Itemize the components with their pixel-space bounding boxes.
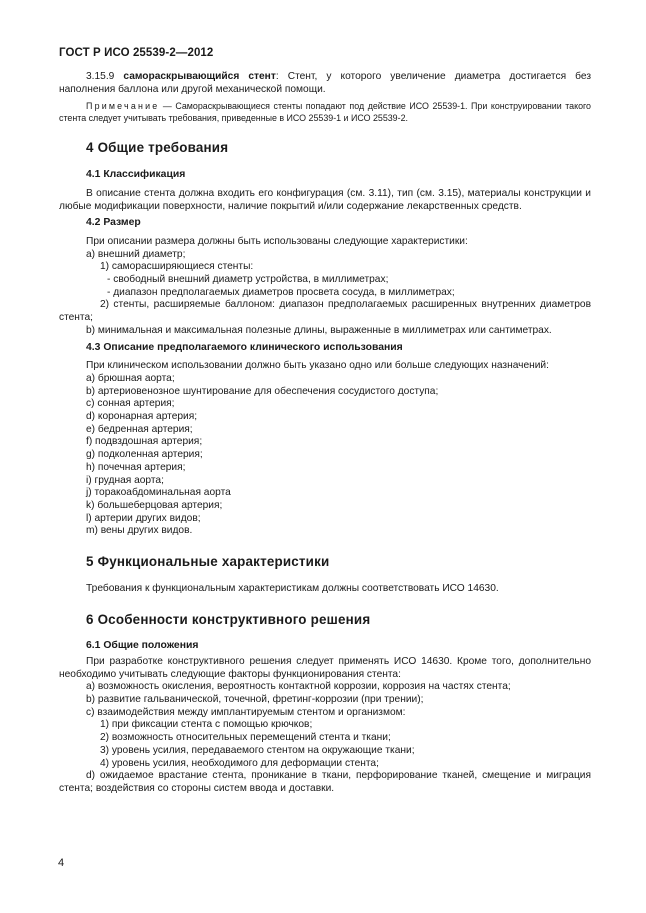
section-4-title: 4 Общие требования	[86, 140, 229, 156]
list-item: c) сонная артерия;	[86, 398, 175, 410]
section-6-title: 6 Особенности конструктивного решения	[86, 611, 371, 627]
section-4-3-title: 4.3 Описание предполагаемого клинического использования	[86, 341, 403, 353]
clinical-use-list	[59, 373, 591, 538]
list-item: b) артериовенозное шунтирование для обеспечения сосудистого доступа;	[86, 385, 439, 397]
note-text: — Самораскрывающиеся стенты попадают под действие ИСО 25539-1. При конструировании такого стента следует учитывать требования, приведенные в ИСО 25539-1 и ИСО 25539-2.	[59, 101, 591, 124]
definition-number: 3.15.9	[86, 71, 124, 82]
list-item: 1) саморасширяющиеся стенты:	[100, 261, 254, 273]
list-item: e) бедренная артерия;	[86, 423, 193, 435]
definition-term: самораскрывающийся стент	[123, 71, 276, 82]
document-header: ГОСТ Р ИСО 25539-2—2012	[59, 47, 214, 59]
section-5-text: Требования к функциональным характеристикам должны соответствовать ИСО 14630.	[86, 582, 499, 594]
list-item: a) внешний диаметр;	[86, 248, 186, 260]
list-item: g) подколенная артерия;	[86, 449, 203, 461]
list-item: f) подвздошная артерия;	[86, 436, 203, 448]
section-4-2-intro: При описании размера должны быть использованы следующие характеристики:	[86, 235, 468, 247]
list-item: d) ожидаемое врастание стента, проникание в ткани, перфорирование тканей, смещение и миграция стента; воздействия со стороны систем ввода и доставки.	[59, 770, 591, 794]
list-item: c) взаимодействия между имплантируемым стентом и организмом:	[86, 706, 406, 718]
definition-text: : Стент, у которого увеличение диаметра достигается без наполнения баллона или другой механической помощи.	[59, 71, 591, 95]
page-number: 4	[58, 857, 65, 869]
list-item: 3) уровень усилия, передаваемого стентом на окружающие ткани;	[100, 744, 415, 756]
list-item: m) вены других видов.	[86, 525, 193, 537]
list-item: 4) уровень усилия, необходимого для деформации стента;	[100, 757, 379, 769]
list-item: a) брюшная аорта;	[86, 372, 175, 384]
list-item: - свободный внешний диаметр устройства, в миллиметрах;	[107, 274, 389, 286]
note	[59, 100, 591, 124]
note-label: Примечание	[86, 101, 160, 112]
list-item: l) артерии других видов;	[86, 512, 201, 524]
section-4-2-title: 4.2 Размер	[86, 217, 141, 229]
list-item: 2) стенты, расширяемые баллоном: диапазон предполагаемых расширенных внутренних диаметров стента;	[59, 299, 591, 324]
list-item: i) грудная аорта;	[86, 474, 164, 486]
section-6-1-intro: При разработке конструктивного решения следует применять ИСО 14630. Кроме того, дополнительно необходимо учитывать следующие факторы функционирования стента:	[59, 655, 591, 680]
list-item: - диапазон предполагаемых диаметров просвета сосуда, в миллиметрах;	[107, 286, 455, 298]
page-content	[59, 71, 591, 796]
section-4-1-title: 4.1 Классификация	[86, 169, 186, 181]
list-item: b) развитие гальванической, точечной, фретинг-коррозии (при трении);	[86, 694, 424, 706]
list-item: k) большеберцовая артерия;	[86, 499, 223, 511]
section-5-title: 5 Функциональные характеристики	[86, 554, 330, 570]
section-4-3-intro: При клиническом использовании должно быть указано одно или больше следующих назначений:	[86, 360, 549, 372]
list-item: j) торакоабдоминальная аорта	[86, 487, 231, 499]
list-item: a) возможность окисления, вероятность контактной коррозии, коррозия на частях стента;	[86, 681, 511, 693]
list-item: d) коронарная артерия;	[86, 411, 198, 423]
list-item: b) минимальная и максимальная полезные длины, выраженные в миллиметрах или сантиметрах.	[86, 324, 552, 336]
section-6-1-title: 6.1 Общие положения	[86, 640, 199, 652]
list-item: 1) при фиксации стента с помощью крючков;	[100, 719, 313, 731]
section-4-1-text: В описание стента должна входить его конфигурация (см. 3.11), тип (см. 3.15), материалы конструкции и любые модификации поверхности, наличие покрытий и/или содержание лекарственных средств.	[59, 187, 591, 212]
list-item: 2) возможность относительных перемещений стента и ткани;	[100, 732, 391, 744]
list-item: h) почечная артерия;	[86, 461, 186, 473]
definition-3-15-9	[59, 71, 591, 96]
